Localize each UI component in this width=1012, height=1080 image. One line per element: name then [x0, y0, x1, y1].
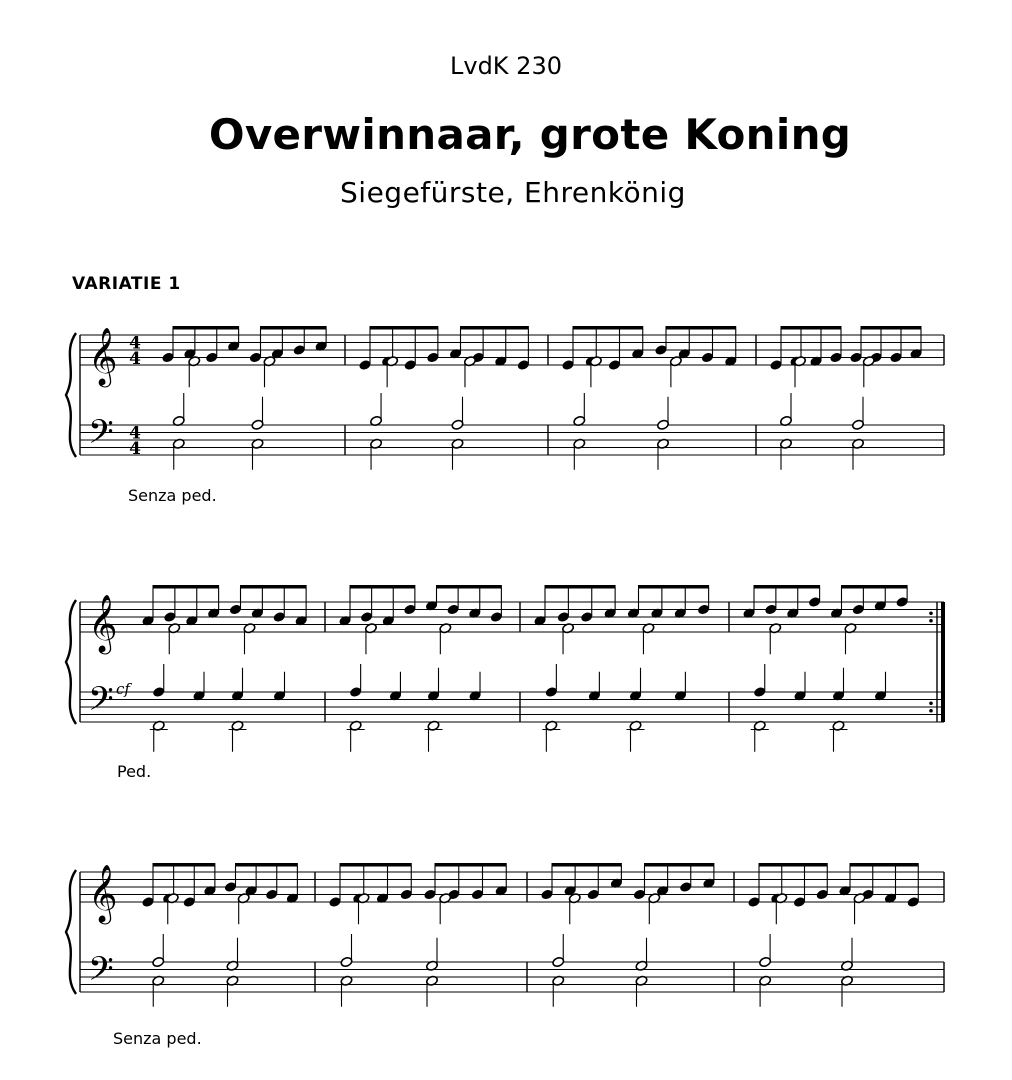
- beam: [666, 326, 737, 330]
- time-signature-denominator: 4: [129, 438, 141, 459]
- pedal-marking: Ped.: [117, 762, 152, 781]
- time-signature-numerator: 4: [129, 423, 141, 444]
- pedal-marking: Senza ped.: [128, 486, 217, 505]
- beam: [240, 585, 307, 589]
- beam: [370, 326, 439, 330]
- section-label: VARIATIE 1: [72, 274, 181, 294]
- beam: [781, 326, 842, 330]
- beam: [340, 863, 412, 867]
- repeat-dot: [929, 611, 933, 615]
- beam: [153, 585, 220, 589]
- beam: [759, 863, 828, 867]
- beam: [850, 863, 919, 867]
- beam: [545, 585, 616, 589]
- beam: [436, 585, 502, 589]
- system-2: [66, 585, 945, 752]
- time-signature-denominator: 4: [129, 348, 141, 369]
- brace: [66, 870, 76, 994]
- beam: [350, 585, 416, 589]
- beam: [260, 326, 327, 330]
- bass-clef-icon: 𝄢: [88, 413, 114, 460]
- cantus-firmus-marking: cf: [116, 680, 130, 698]
- bass-clef-icon: 𝄢: [88, 950, 114, 997]
- beam: [861, 326, 922, 330]
- beam: [573, 326, 644, 330]
- beam: [460, 326, 529, 330]
- beam: [435, 863, 507, 867]
- beam: [644, 863, 714, 867]
- beam: [754, 585, 821, 589]
- brace: [66, 333, 76, 457]
- bass-clef-icon: 𝄢: [88, 680, 114, 727]
- brace: [66, 600, 76, 724]
- repeat-barline-thick: [941, 602, 945, 722]
- repeat-dot: [929, 619, 933, 623]
- system-3: [66, 863, 944, 1007]
- treble-clef-icon: 𝄞: [88, 864, 118, 922]
- pedal-marking: Senza ped.: [113, 1029, 202, 1048]
- repeat-dot: [929, 701, 933, 705]
- beam: [841, 585, 908, 589]
- beam: [552, 863, 622, 867]
- beam: [153, 863, 216, 867]
- system-1: [66, 326, 944, 470]
- treble-clef-icon: 𝄞: [88, 594, 118, 652]
- catalog-number: LvdK 230: [450, 52, 562, 80]
- treble-clef-icon: 𝄞: [88, 327, 118, 385]
- piece-subtitle: Siegefürste, Ehrenkönig: [340, 176, 686, 209]
- beam: [235, 863, 298, 867]
- piece-title: Overwinnaar, grote Koning: [208, 110, 852, 159]
- beam: [173, 326, 240, 330]
- time-signature-numerator: 4: [129, 333, 141, 354]
- beam: [638, 585, 709, 589]
- repeat-dot: [929, 709, 933, 713]
